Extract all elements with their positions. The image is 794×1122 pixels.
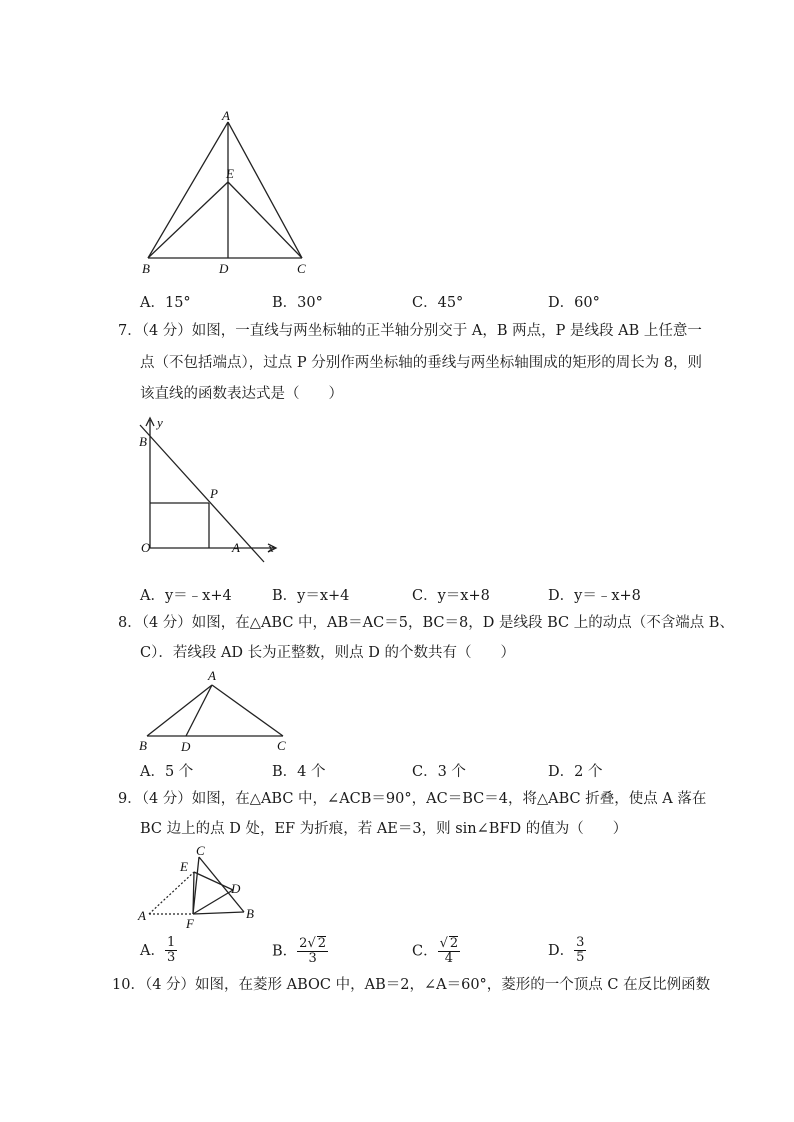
radicand: 2 [317, 936, 327, 951]
q7-text-line3: 该直线的函数表达式是（ ） [140, 386, 343, 402]
coefficient: 2 [299, 936, 308, 951]
q7-option-c: C．y＝x+8 [412, 588, 490, 604]
radicand: 2 [449, 936, 459, 951]
label-c: C [277, 738, 286, 753]
edge-fd [193, 890, 233, 914]
q10-text-line1: 10．（4 分）如图，在菱形 ABOC 中，AB＝2，∠A＝60°，菱形的一个顶点 C 在反比例函数 [112, 977, 711, 993]
numerator: 1 [166, 935, 176, 950]
numerator: 3 [576, 935, 585, 950]
label-c: C [196, 843, 205, 858]
denominator: 3 [166, 950, 176, 966]
q7-option-d: D．y＝﹣x+8 [548, 588, 641, 604]
q7-option-a: A．y＝﹣x+4 [140, 588, 232, 604]
fraction-sqrt2-over-4 [438, 936, 461, 967]
label-a: A [222, 108, 230, 123]
q9-option-c-prefix: C． [412, 943, 438, 960]
label-a: A [138, 908, 146, 923]
label-b: B [139, 434, 147, 449]
q9-option-a-prefix: A． [140, 942, 165, 959]
q8-option-a: A．5 个 [140, 764, 194, 780]
denominator: 4 [444, 951, 454, 967]
q6-option-d: D．60° [548, 295, 600, 311]
q9-option-d-prefix: D． [548, 942, 575, 959]
dotted-ae [149, 872, 194, 914]
label-d: D [219, 261, 229, 276]
label-x: x [268, 540, 274, 555]
fraction-three-fifths [574, 936, 586, 966]
q9-option-b-prefix: B． [272, 943, 298, 960]
label-a: A [208, 668, 216, 683]
q6-option-a: A．15° [140, 295, 191, 311]
denominator: 3 [308, 951, 317, 967]
q7-text-line2: 点（不包括端点），过点 P 分别作两坐标轴的垂线与两坐标轴围成的矩形的周长为 8，则 [140, 355, 703, 371]
q9-text-line1: 9．（4 分）如图，在△ABC 中，∠ACB＝90°，AC＝BC＝4，将△ABC 折叠，使点 A 落在 [118, 791, 707, 807]
fraction-one-third [165, 936, 177, 966]
label-y: y [157, 415, 163, 430]
label-c: C [297, 261, 306, 276]
numerator: 2√ 2 [299, 936, 327, 951]
q8-option-b: B．4 个 [272, 764, 326, 780]
label-e: E [180, 859, 188, 874]
label-a: A [232, 540, 240, 555]
q9-option-c [412, 936, 460, 967]
label-b: B [246, 906, 254, 921]
label-e: E [226, 166, 234, 181]
label-o: O [141, 540, 151, 555]
q8-option-c: C．3 个 [412, 764, 466, 780]
fraction-2sqrt2-over-3 [297, 936, 328, 967]
q7-option-b: B．y＝x+4 [272, 588, 350, 604]
denominator: 5 [576, 950, 585, 966]
label-p: P [210, 486, 218, 501]
q9-option-d [548, 936, 586, 966]
q8-text-line2: C）．若线段 AD 长为正整数，则点 D 的个数共有（ ） [140, 645, 516, 661]
numerator: √ 2 [439, 936, 459, 951]
q8-option-d: D．2 个 [548, 764, 603, 780]
q7-text-line1: 7．（4 分）如图，一直线与两坐标轴的正半轴分别交于 A，B 两点，P 是线段 AB 上任意一 [118, 323, 702, 339]
q9-option-a [140, 936, 177, 966]
q9-text-line2: BC 边上的点 D 处，EF 为折痕，若 AE＝3，则 sin∠BFD 的值为（ ） [140, 821, 628, 837]
q6-option-c: C．45° [412, 295, 464, 311]
label-b: B [142, 261, 150, 276]
q8-text-line1: 8．（4 分）如图，在△ABC 中，AB＝AC＝5，BC＝8，D 是线段 BC 上的动点（不含端点 B、 [118, 615, 734, 631]
label-d: D [181, 739, 191, 754]
label-d: D [231, 881, 241, 896]
q6-option-b: B．30° [272, 295, 323, 311]
label-b: B [139, 738, 147, 753]
edge-fb [193, 912, 244, 914]
label-f: F [186, 916, 194, 931]
q9-option-b [272, 936, 328, 967]
